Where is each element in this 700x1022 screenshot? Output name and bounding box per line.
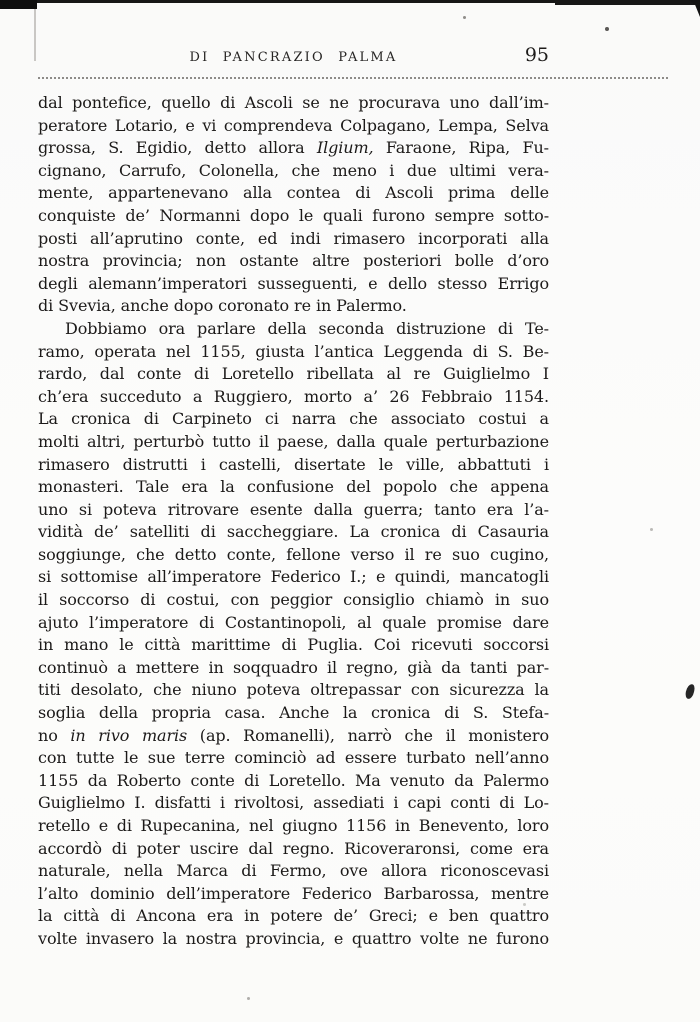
text-line: molti altri, perturbò tutto il paese, dalla quale perturbazione — [38, 431, 549, 451]
text-line: Dobbiamo ora parlare della seconda distruzione di Te- — [65, 318, 549, 338]
text-line: naturale, nella Marca di Fermo, ove allora riconoscevasi — [38, 861, 549, 881]
text-line: rardo, dal conte di Loretello ribellata al re Guiglielmo I — [38, 364, 549, 384]
scan-artifact-right-margin-blob — [685, 683, 696, 699]
text-line: in mano le città marittime di Puglia. Coi ricevuti soccorsi — [38, 635, 549, 655]
text-line: con tutte le sue terre cominciò ad essere turbato nell’anno — [38, 748, 549, 768]
text-line: la città di Ancona era in potere de’ Greci; e ben quattro — [38, 906, 549, 926]
scan-artifact-speck — [605, 27, 609, 31]
text-line: degli alemann’imperatori susseguenti, e dello stesso Errigo — [38, 273, 549, 293]
text-line: il soccorso di costui, con peggior consiglio chiamò in suo — [38, 590, 549, 610]
text-line: uno si poteva ritrovare esente dalla guerra; tanto era l’a- — [38, 499, 549, 519]
text-block — [38, 92, 549, 951]
text-line: grossa, S. Egidio, detto allora Ilgium, Faraone, Ripa, Fu- — [38, 138, 549, 158]
text-line: titi desolato, che niuno poteva oltrepassar con sicurezza la — [38, 680, 549, 700]
text-line: 1155 da Roberto conte di Loretello. Ma venuto da Palermo — [38, 770, 549, 790]
text-line: peratore Lotario, e vi comprendeva Colpagano, Lempa, Selva — [38, 115, 549, 135]
text-line: si sottomise all’imperatore Federico I.; e quindi, mancatogli — [38, 567, 549, 587]
text-line: volte invasero la nostra provincia, e quattro volte ne furono — [38, 928, 549, 948]
text-line: La cronica di Carpineto ci narra che associato costui a — [38, 409, 549, 429]
text-line: ajuto l’imperatore di Costantinopoli, al quale promise dare — [38, 612, 549, 632]
text-line: soglia della propria casa. Anche la cronica di S. Stefa- — [38, 703, 549, 723]
text-line: di Svevia, anche dopo coronato re in Palermo. — [38, 296, 407, 316]
text-line: accordò di poter uscire dal regno. Ricoveraronsi, come era — [38, 838, 549, 858]
scan-artifact-top-right-corner — [689, 0, 700, 17]
scan-artifact-speck — [463, 16, 466, 19]
text-line: nostra provincia; non ostante altre posteriori bolle d’oro — [38, 251, 549, 271]
text-line: ramo, operata nel 1155, giusta l’antica Leggenda di S. Be- — [38, 341, 549, 361]
text-line: ch’era succeduto a Ruggiero, morto a’ 26 Febbraio 1154. — [38, 386, 549, 406]
page-number: 95 — [524, 44, 549, 66]
scan-artifact-speck — [650, 528, 653, 531]
text-line: vidità de’ satelliti di saccheggiare. La cronica di Casauria — [38, 522, 549, 542]
running-title: DI PANCRAZIO PALMA — [189, 50, 398, 65]
text-line: posti all’aprutino conte, ed indi rimasero incorporati alla — [38, 228, 549, 248]
scan-artifact-top-left-corner — [0, 0, 37, 9]
text-line: retello e di Rupecanina, nel giugno 1156 in Benevento, loro — [38, 816, 549, 835]
scan-artifact-top-edge — [0, 0, 700, 3]
text-line: soggiunge, che detto conte, fellone verso il re suo cugino, — [38, 544, 549, 564]
text-line: l’alto dominio dell’imperatore Federico Barbarossa, mentre — [38, 883, 549, 903]
text-line: continuò a mettere in soqquadro il regno, già da tanti par- — [38, 657, 549, 677]
text-line: cignano, Carrufo, Colonella, che meno i due ultimi vera- — [38, 160, 549, 180]
scan-artifact-left-smudge — [34, 9, 36, 61]
text-line: no in rivo maris (ap. Romanelli), narrò che il monistero — [38, 725, 549, 745]
text-line: mente, appartenevano alla contea di Ascoli prima delle — [38, 183, 549, 203]
text-line: rimasero distrutti i castelli, disertate le ville, abbattuti i — [38, 454, 549, 474]
text-line: conquiste de’ Normanni dopo le quali furono sempre sotto- — [38, 205, 549, 225]
scan-artifact-top-edge-right — [555, 0, 700, 5]
text-line: dal pontefice, quello di Ascoli se ne procurava uno dall’im- — [38, 93, 549, 112]
text-line: Guiglielmo I. disfatti i rivoltosi, assediati i capi conti di Lo- — [38, 793, 549, 813]
scan-artifact-speck — [247, 997, 250, 1000]
text-line: monasteri. Tale era la confusione del popolo che appena — [38, 477, 549, 497]
header-dotted-rule — [38, 77, 668, 79]
